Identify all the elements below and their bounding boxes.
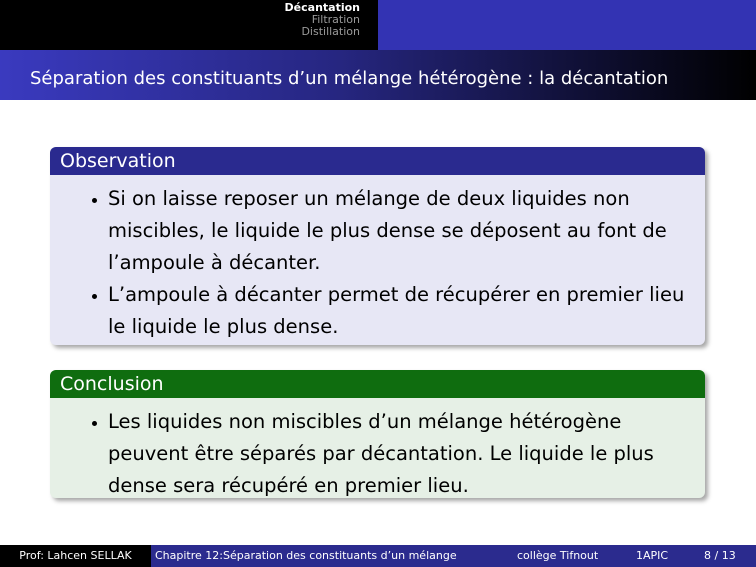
footer-school: collège Tifnout	[517, 549, 599, 562]
observation-block-title: Observation	[50, 147, 705, 175]
nav-section-distillation[interactable]: Distillation	[301, 25, 360, 38]
slide-title-bar	[0, 50, 756, 100]
nav-section-decantation[interactable]: Décantation	[284, 1, 360, 14]
footer	[0, 545, 756, 567]
nav-sections	[0, 2, 360, 38]
footer-author: Prof: Lahcen SELLAK	[0, 545, 151, 567]
conclusion-block	[50, 370, 705, 498]
observation-item: • L’ampoule à décanter permet de récupérer en premier lieu le liquide le plus dense.	[108, 279, 693, 343]
nav-section-filtration[interactable]: Filtration	[311, 13, 360, 26]
footer-level: 1APIC	[636, 549, 669, 562]
observation-item: • Si on laisse reposer un mélange de deux liquides non miscibles, le liquide le plus dense se déposent au font de l’ampoule à décanter.	[108, 183, 693, 279]
conclusion-block-body	[50, 398, 705, 498]
top-navigation	[0, 0, 756, 50]
nav-accent	[378, 0, 756, 50]
conclusion-block-title: Conclusion	[50, 370, 705, 398]
footer-page-number: 8 / 13	[704, 549, 736, 562]
footer-chapter: Chapitre 12:Séparation des constituants d’un mélange	[155, 549, 457, 562]
footer-info	[151, 545, 756, 567]
observation-block-body	[50, 175, 705, 345]
slide-title: Séparation des constituants d’un mélange hétérogène : la décantation	[30, 68, 669, 89]
conclusion-item: • Les liquides non miscibles d’un mélange hétérogène peuvent être séparés par décantation. Le liquide le plus dense sera récupéré en premier lieu.	[108, 406, 693, 498]
observation-block	[50, 147, 705, 345]
